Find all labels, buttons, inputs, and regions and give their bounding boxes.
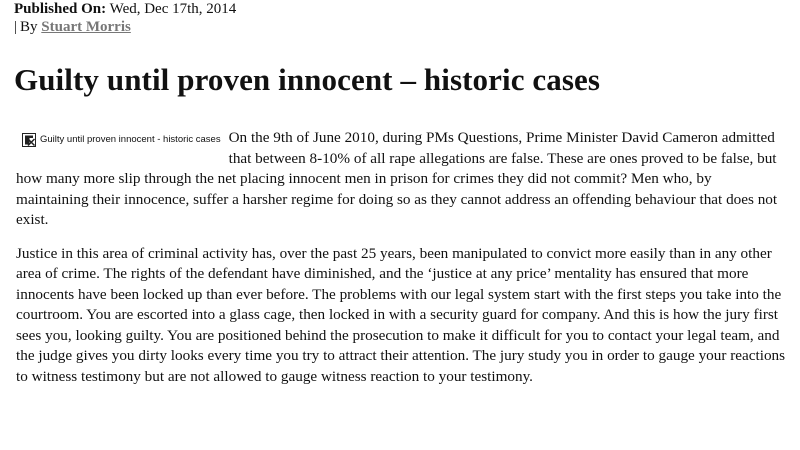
byline bbox=[14, 18, 236, 36]
article-meta bbox=[14, 0, 236, 36]
published-date: Wed, Dec 17th, 2014 bbox=[109, 1, 237, 17]
published-line bbox=[14, 0, 236, 18]
article-paragraph: Justice in this area of criminal activity has, over the past 25 years, been manipulated to convict more easily than in any other area of crime. The rights of the defendant have diminished, and the ‘justice at any price’ mentality has ensured that more innocents have been locked up than ever before. The problems with our legal system start with the first steps you take into the courtroom. You are escorted into a glass cage, then locked in with a security guard for company. And this is how the jury first sees you, looking guilty. You are positioned behind the prosecution to make it difficult for you to contact your legal team, and the judge gives you dirty looks every time you try to attract their attention. The jury study you in order to gauge your reactions to witness testimony but are not allowed to gauge witness reaction to your testimony. bbox=[16, 244, 786, 385]
author-link[interactable]: Stuart Morris bbox=[41, 19, 131, 35]
embedded-media[interactable] bbox=[22, 130, 221, 150]
published-label: Published On: bbox=[14, 1, 107, 17]
byline-separator: | bbox=[14, 19, 18, 35]
broken-image-icon bbox=[22, 133, 36, 147]
article-paragraph: On the 9th of June 2010, during PMs Questions, Prime Minister David Cameron admitted that between 8-10% of all rape allegations are false. These are ones proved to be false, but how many more slip through the net placing innocent men in prison for crimes they did not commit? Men who, by maintaining their innocence, suffer a harsher regime for doing so as they cannot address an offending behaviour that does not exist. bbox=[16, 129, 778, 228]
article-title: Guilty until proven innocent – historic cases bbox=[14, 62, 601, 97]
article-body bbox=[16, 128, 786, 400]
by-label: By bbox=[20, 19, 38, 35]
embedded-media-caption: Guilty until proven innocent - historic cases bbox=[40, 133, 221, 145]
